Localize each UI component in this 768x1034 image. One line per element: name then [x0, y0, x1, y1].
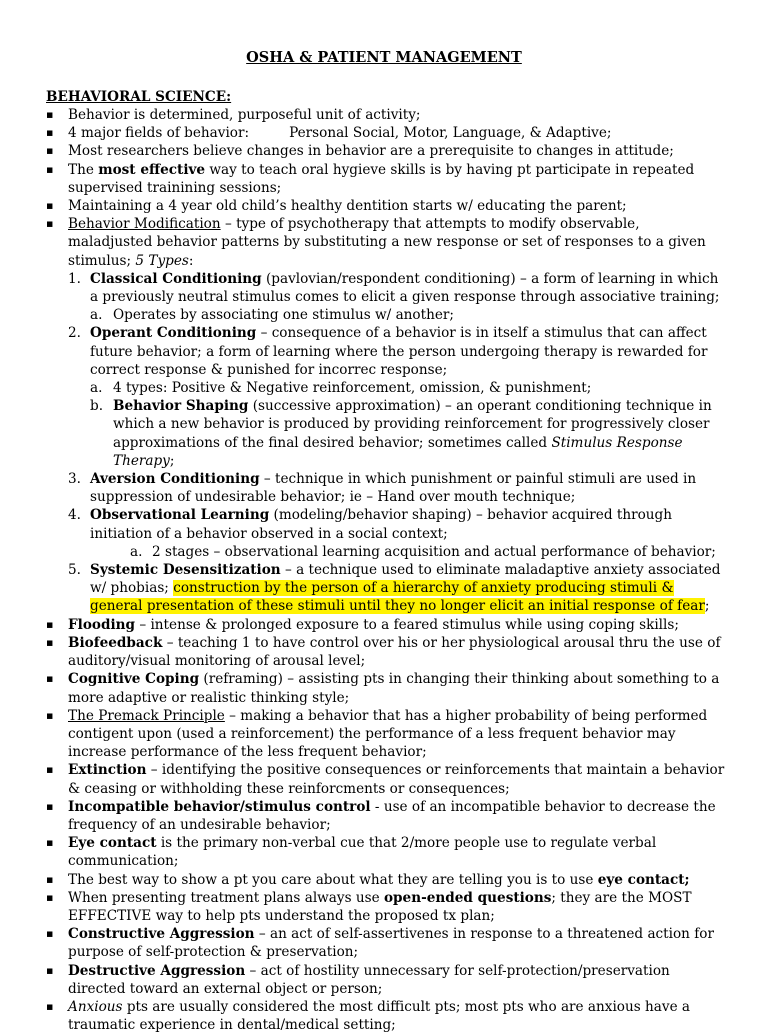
numbered-list — [68, 270, 726, 616]
list-item: ▪ Cognitive Coping (reframing) – assisting pts in changing their thinking about something to a more adaptive or realistic thinking style; — [46, 670, 726, 706]
page-title: OSHA & PATIENT MANAGEMENT — [246, 49, 522, 66]
list-item: ▪ The best way to show a pt you care about what they are telling you is to use eye contact; — [46, 871, 726, 889]
list-item: a. 4 types: Positive & Negative reinforcement, omission, & punishment; — [90, 380, 592, 397]
list-item: ▪ The Premack Principle – making a behavior that has a higher probability of being performed contigent upon (used a reinforcement) the performance of a less frequent behavior may increase performance of the less frequent behavior; — [46, 707, 726, 762]
list-item: ▪ The most effective way to teach oral hygieve skills is by having pt participate in repeated supervised trainining sessions; — [46, 161, 726, 197]
list-item: ▪ Most researchers believe changes in behavior are a prerequisite to changes in attitude; — [46, 142, 726, 160]
list-item: ▪ Flooding – intense & prolonged exposure to a feared stimulus while using coping skills; — [46, 616, 726, 634]
list-item: ▪ Maintaining a 4 year old child’s healthy dentition starts w/ educating the parent; — [46, 197, 726, 215]
sub-list — [90, 543, 726, 561]
list-item: 5. Systemic Desensitization – a technique used to eliminate maladaptive anxiety associated w/ phobias; construction by the person of a hierarchy of anxiety producing stimuli & general presentation of these stimuli until they no longer elicit an initial response of fear; — [68, 562, 721, 615]
list-item: a. Operates by associating one stimulus w/ another; — [90, 307, 454, 324]
list-item: 1. Classical Conditioning (pavlovian/respondent conditioning) – a form of learning in which a previously neutral stimulus comes to elicit a given response through associative training; a. Operates by associating one stimulus w/ another; — [68, 270, 726, 325]
list-item: ▪ Behavior Modification – type of psychotherapy that attempts to modify observable, maladjusted behavior patterns by substituting a new response or set of responses to a given stimulus; 5 Types: 1. Classical Conditioning (pavlovian/respondent conditioning) – a form of learning in which a previously neutral stimulus comes to elicit a given response through associative training; a. Operates by associating one stimulus w/ another; 2. Operant Conditioning – consequence of a behavior is in itself a stimulus that can affect future behavior; a form of learning where the person undergoing therapy is rewarded for correct response & punished for incorrec response; a. 4 types: Positive & Negative reinforcement, omission, & punishment; b. Behavior Shaping (successive approximation) – an operant conditioning technique in which a new behavior is produced by providing reinforcement for progressively closer approximations of the final desired behavior; sometimes called Stimulus Response Therapy; 3. Aversion Conditioning – technique in which punishment or painful stimuli are used in suppression of undesirable behavior; ie – Hand over mouth technique; 4. Observational Learning (modeling/behavior shaping) – behavior acquired through initiation of a behavior observed in a social context; a. 2 stages – observational learning acquisition and actual performance of behavior; 5. Systemic Desensitization – a technique used to eliminate maladaptive anxiety associated w/ phobias; construction by the person of a hierarchy of anxiety producing stimuli & general presentation of these stimuli until they no longer elicit an initial response of fear; — [46, 215, 726, 615]
list-item: a. 2 stages – observational learning acquisition and actual performance of behavior; — [130, 543, 716, 560]
list-item: 4. Observational Learning (modeling/behavior shaping) – behavior acquired through initiation of a behavior observed in a social context; a. 2 stages – observational learning acquisition and actual performance of behavior; — [68, 506, 726, 561]
highlighted-text: construction by the person of a hierarchy of anxiety producing stimuli & general presentation of these stimuli until they no longer elicit an initial response of fear — [90, 580, 705, 615]
bullet-list — [46, 106, 726, 1034]
list-item: ▪ 4 major fields of behavior: Personal Social, Motor, Language, & Adaptive; — [46, 124, 726, 142]
list-item: 2. Operant Conditioning – consequence of a behavior is in itself a stimulus that can affect future behavior; a form of learning where the person undergoing therapy is rewarded for correct response & punished for incorrec response; a. 4 types: Positive & Negative reinforcement, omission, & punishment; b. Behavior Shaping (successive approximation) – an operant conditioning technique in which a new behavior is produced by providing reinforcement for progressively closer approximations of the final desired behavior; sometimes called Stimulus Response Therapy; — [68, 324, 726, 470]
list-item: ▪ Incompatible behavior/stimulus control - use of an incompatible behavior to decrease the frequency of an undesirable behavior; — [46, 798, 726, 834]
list-item: b. Behavior Shaping (successive approximation) – an operant conditioning technique in which a new behavior is produced by providing reinforcement for progressively closer approximations of the final desired behavior; sometimes called Stimulus Response Therapy; — [90, 398, 712, 469]
list-item: ▪ Eye contact is the primary non-verbal cue that 2/more people use to regulate verbal communication; — [46, 834, 726, 870]
sub-list — [90, 306, 726, 324]
section-heading: BEHAVIORAL SCIENCE: — [46, 89, 232, 105]
list-item: ▪ Behavior is determined, purposeful unit of activity; — [46, 106, 726, 124]
sub-list — [90, 379, 726, 470]
list-item: ▪ Biofeedback – teaching 1 to have control over his or her physiological arousal thru the use of auditory/visual monitoring of arousal level; — [46, 634, 726, 670]
list-item: ▪ When presenting treatment plans always use open-ended questions; they are the MOST EFFECTIVE way to help pts understand the proposed tx plan; — [46, 889, 726, 925]
list-item: 3. Aversion Conditioning – technique in which punishment or painful stimuli are used in suppression of undesirable behavior; ie – Hand over mouth technique; — [68, 471, 697, 506]
list-item: ▪ Constructive Aggression – an act of self-assertivenes in response to a threatened action for purpose of self-protection & preservation; — [46, 925, 726, 961]
list-item: ▪ Extinction – identifying the positive consequences or reinforcements that maintain a behavior & ceasing or withholding these reinforcments or consequences; — [46, 761, 726, 797]
list-item: ▪ Anxious pts are usually considered the most difficult pts; most pts who are anxious have a traumatic experience in dental/medical setting; — [46, 998, 726, 1034]
list-item: ▪ Destructive Aggression – act of hostility unnecessary for self-protection/preservation directed toward an external object or person; — [46, 962, 726, 998]
